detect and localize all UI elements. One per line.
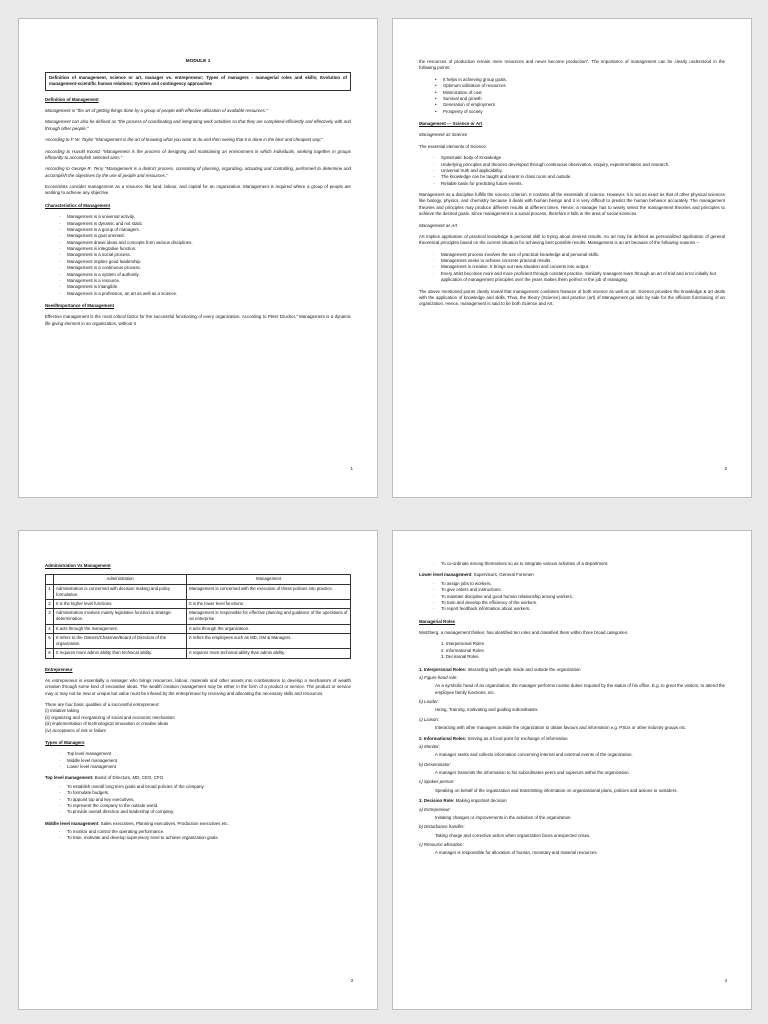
list-item: • It helps in achieving group goals.	[435, 77, 725, 83]
table-cell: It is the lower level functions.	[187, 600, 351, 609]
low-duties-list	[433, 581, 725, 613]
sub-heading: c) Spokes person:	[419, 779, 455, 785]
paragraph: According to F. W. Taylor "Management is the art of knowing what you want to do and then seeing that it is done in the best and cheapest way."	[45, 137, 323, 143]
paragraph	[419, 798, 725, 804]
list-item: - To appoint top and key executives.	[59, 797, 351, 803]
list-item: 3. Decisional Roles	[441, 654, 479, 660]
table-cell: 4	[46, 624, 54, 633]
sub-heading: a) Entrepreneur:	[419, 806, 451, 812]
list-item: - Systematic body of Knowledge	[433, 155, 725, 161]
paragraph: Economists consider management as a resource like land, labour, and capital for an organization. Management is required where a group of people are working to achieve any objective.	[45, 184, 351, 196]
paragraph: Hiring, Training, motivating and guiding subordinates.	[435, 707, 539, 713]
paragraph	[45, 775, 351, 781]
table-row	[46, 649, 351, 658]
table-cell: 6	[46, 649, 54, 658]
list-item: - Management is dynamic and not static.	[59, 221, 351, 227]
column-header: Management	[187, 575, 351, 584]
list-item: (i) initiative taking	[45, 708, 79, 714]
list-item: - Management is a profession, an art as well as a science.	[59, 291, 351, 297]
list-item: - To monitor and control the operating performance.	[59, 829, 351, 835]
list-item: - Management process involves the use of practical knowledge and personal skills.	[433, 252, 725, 258]
table-cell: Management is concerned with the execution of these policies into practice.	[187, 584, 351, 599]
section-heading: Administration Vs Management	[45, 563, 111, 568]
label-text: Serving as a focal point for exchange of information	[466, 735, 568, 741]
list-item: (ii) organizing and reorganizing of social and economic mechanism	[45, 714, 175, 720]
table-cell: It is the higher level functions.	[54, 600, 187, 609]
syllabus-box: Definition of management, science or art, manager vs. entrepreneur; Types of managers - managerial roles and skills; Evolution of management-scientific human relations; System and contingency approaches	[45, 72, 351, 91]
section-heading: Types of Managers	[45, 739, 85, 745]
list-item: • Prosperity of society	[435, 109, 725, 115]
list-item: • Minimization of cost	[435, 90, 725, 96]
sub-heading: c) Liaison:	[419, 716, 440, 722]
admin-vs-management-table	[45, 574, 351, 658]
list-item: • Survival and growth	[435, 96, 725, 102]
sub-heading: b) Disseminator:	[419, 761, 451, 767]
paragraph: Management is "the art of getting things done by a group of people with effective utilization of available resources."	[45, 108, 268, 114]
paragraph: Management as a discipline fulfills the science criterion. It contains all the essentials of science. However, it is not as exact as that of other physical sciences like biology, physics, and chemistry because it deals with human beings and it is very difficult to predict the human behavior accurately. The management theories and principles may produce different results at different times. Hence, a manager has to wisely select the management theories and principles to achieve the desired goals. Since management is a social process, therefore it falls in the area of social sciences.	[419, 192, 725, 217]
table-cell: 2	[46, 600, 54, 609]
list-item: - Management is intangible.	[59, 284, 351, 290]
list-item: - To give orders and instructions.	[433, 587, 725, 593]
list-item: - To train, motivate and develop supervisory level to achieve organization goals.	[59, 835, 351, 841]
list-item: (iv) acceptance of risk or failure	[45, 727, 107, 733]
module-title: MODULE 1	[185, 59, 211, 64]
section-heading: Management --- Science or Art	[419, 121, 483, 126]
table-row	[46, 600, 351, 609]
sub-heading: c) Resource allocation:	[419, 842, 464, 847]
table-row	[46, 624, 351, 633]
paragraph: Interacting with other managers outside the organization to obtain favours and information e.g. PSUs or other industry groups etc.	[435, 725, 687, 731]
list-item: - To report feedback information about workers.	[433, 606, 725, 612]
label-text: Board of Directors, MD, CEO, CFO	[93, 775, 164, 781]
page-2	[392, 18, 752, 498]
table-cell: 5	[46, 633, 54, 648]
paragraph: Speaking on behalf of the organization and transmitting information on organizational plans, policies and actions to outsiders.	[435, 787, 678, 793]
page-number: 2	[724, 466, 727, 472]
list-item: - Management is a continuous process.	[59, 265, 351, 271]
list-item: - Every artist becomes more and more proficient through constant practice. Similarly managers learn through an art of trial and error initially but application of management principles over the years makes them perfect in the job of managing.	[433, 271, 725, 284]
list-item: - Management is integrative function.	[59, 246, 351, 252]
paragraph	[419, 667, 725, 673]
label-text: : Sales executives, Planning executives, Production executives etc.	[98, 820, 229, 826]
table-cell: It requires more technical ability than admin ability.	[187, 649, 351, 658]
table-cell: It refers the employees such as MD, GM & Managers.	[187, 633, 351, 648]
page-number: 3	[350, 978, 353, 984]
sub-heading: b) Disturbance handler:	[419, 824, 465, 830]
list-item: - Management is a universal activity.	[59, 214, 351, 220]
list-item: - To train and develop the efficiency of the workers.	[433, 600, 725, 606]
mid-duties-cont-list	[433, 561, 725, 567]
table-cell: It requires more admin ability than technical ability.	[54, 649, 187, 658]
paragraph: Taking charge and corrective action when organization faces unexpected crises.	[435, 832, 591, 838]
list-item: - Reliable basis for predicting future events.	[433, 181, 725, 187]
roles-list	[441, 641, 725, 660]
list-item: - Management is a resource.	[59, 278, 351, 284]
paragraph: An entrepreneur is essentially a manager who brings resources, labour, materials and other assets into combinations to develop a mechanism of wealth creation through some kind of innovative ideas. The wealth creation management may be either in the form of a product or service. The product or service may or may not be new or unique but value must be infused by the entrepreneur by receiving and allocating the necessary skills and resources.	[45, 677, 351, 696]
list-item: • Optimum utilization of resources	[435, 83, 725, 89]
list-item: - To maintain discipline and good human relationship among workers.	[433, 594, 725, 600]
art-reasons-list	[433, 252, 725, 284]
importance-list	[435, 77, 725, 115]
paragraph: A manager transmits the information to his subordinates peers and superiors within the organization.	[435, 770, 630, 775]
list-item: - Top level management	[59, 751, 351, 757]
list-item: - Management is a system of authority.	[59, 272, 351, 278]
paragraph: There are four basic qualities of a successful entrepreneur:	[45, 702, 160, 708]
list-item: - Management draws ideas and concepts from various disciplines.	[59, 240, 351, 246]
manager-types-list	[59, 751, 351, 770]
page-number: 4	[724, 978, 727, 984]
list-item: - Management implies good leadership.	[59, 259, 351, 265]
paragraph: Art implies application of practical knowledge & personal skill to trying about desired results. An art may be defined as personalized application of general theoretical principles based on the current situation for achieving best possible results. Management is an art because of the following reasons –	[419, 233, 725, 246]
list-item: - Middle level management	[59, 758, 351, 764]
page-3	[18, 530, 378, 1010]
list-item: - To formulate budgets.	[59, 790, 351, 796]
list-item: - Management is a social process.	[59, 252, 351, 258]
label-text: : Supervisors, General Foremen	[471, 572, 534, 578]
paragraph	[419, 736, 725, 742]
list-item: - Lower level management	[59, 764, 351, 770]
list-item: - The knowledge can be taught and learnt in class room and outside.	[433, 174, 725, 180]
list-item: - To co-ordinate among themselves so as to integrate various activities of a department.	[433, 561, 725, 567]
page-number: 1	[350, 466, 353, 472]
section-heading: Managerial Roles	[419, 618, 456, 624]
paragraph: According to Harold Koontz "Management is the process of designing and maintaining an environment in which individuals, working together in groups efficiently to accomplish selected aims."	[45, 148, 351, 160]
section-heading: Characteristics of Management	[45, 202, 111, 208]
column-header: Administration	[54, 575, 187, 584]
table-cell: It acts through the management.	[54, 624, 187, 633]
paragraph: According to George R. Terry "Management is a distinct process, consisting of planning, organizing, actuating and controlling, performed to determine and accomplish the objectives by the use of people and resources."	[45, 166, 351, 178]
label-text: Interacting with people inside and outside the organization	[466, 666, 581, 672]
paragraph: Effective management is the most critical factor for the successful functioning of every organization. According to Peter Drucker," Management is a dynamic life giving element in an organization, without it	[45, 314, 351, 326]
list-item: - To provide overall direction and leadership of company.	[59, 809, 351, 815]
section-heading: Entrepreneur	[45, 666, 73, 672]
list-item: - To represent the company to the outside world.	[59, 803, 351, 809]
paragraph: Mintzberg, a management thinker, has identified ten roles and classified them within three broad categories.	[419, 630, 629, 635]
top-duties-list	[59, 784, 351, 816]
paragraph	[419, 572, 725, 578]
paragraph: A manager seeks and collects information concerning internal and external events of the organization.	[435, 752, 633, 758]
paragraph	[45, 821, 351, 827]
label: Top level management:	[45, 775, 94, 781]
sub-heading: b) Leader:	[419, 699, 440, 704]
sub-heading: Management as Science	[419, 132, 468, 138]
table-cell: 1	[46, 584, 54, 599]
list-item: - Management seeks to achieve concrete practical results	[433, 258, 725, 264]
list-item: - Universal truth and applicability.	[433, 168, 725, 174]
table-header-row	[46, 575, 351, 584]
table-row	[46, 609, 351, 624]
mid-duties-list	[59, 829, 351, 842]
paragraph: Initiating changes or improvements in the activities of the organization.	[435, 814, 572, 820]
list-item: - Underlying principles and theories developed through continuous observation, enquiry, experimentation and research.	[433, 162, 725, 168]
table-cell: Management is responsible for effective planning and guidance of the operations of an enterprise	[187, 609, 351, 624]
page-4	[392, 530, 752, 1010]
list-item: (iii) implementation of technological innovation or creative ideas	[45, 721, 169, 727]
sub-heading: Management as Art	[419, 222, 458, 228]
table-cell: Administration involves mainly legislative function & strategic determination.	[54, 609, 187, 624]
paragraph: As a symbolic head of an organization, the manager performs routine duties required by the status of his office. E.g. to greet the visitors, to attend the employee family functions, etc.	[435, 683, 725, 695]
characteristics-list	[59, 214, 351, 297]
list-item: 1. Interpersonal Roles	[441, 641, 484, 647]
paragraph: the resources of production remain mere resources and never become production". The importance of management can be clearly understood in the following points:	[419, 59, 725, 71]
list-item: • Generation of employment	[435, 102, 725, 108]
label: 2. Informational Roles:	[419, 735, 467, 741]
table-cell: 3	[46, 609, 54, 624]
section-heading: Need/Importance of Management	[45, 303, 115, 309]
page-1	[18, 18, 378, 498]
list-item: - Management is goal oriented.	[59, 233, 351, 239]
label: Lower level management	[419, 572, 472, 578]
sub-heading: a) Figure head role:	[419, 674, 458, 680]
paragraph: The essential elements of Science:	[419, 143, 488, 149]
list-item: - To establish overall long term goals and broad policies of the company.	[59, 784, 351, 790]
list-item: 2. Informational Roles	[441, 647, 484, 653]
paragraph: Management can also be defined as "the process of coordinating and integrating work activities so that they are completed efficiently and effectively with and through other people."	[45, 119, 351, 131]
label: 3. Decision Role:	[419, 798, 455, 804]
label-text: Making important decision	[454, 798, 507, 804]
science-elements-list	[433, 155, 725, 187]
sub-heading: a) Monitor:	[419, 743, 440, 749]
table-row	[46, 633, 351, 648]
table-cell: Administration is concerned with decision making and policy formulation.	[54, 584, 187, 599]
list-item: - Management is a group of managers.	[59, 227, 351, 233]
label: Middle level management	[45, 820, 99, 826]
paragraph: The above mentioned points clearly reveal that management combines features of both science as well as art. Science provides the knowledge & art deals with the application of knowledge and skills. Thus, the theory (Science) and practice (art) of Management go side by side for the efficient functioning of an organization. Hence, management is said to be both Science and Art.	[419, 288, 725, 307]
table-cell: It refers to the Owners/Chairman/Board of Directors of the organization.	[54, 633, 187, 648]
paragraph: A manager is responsible for allocation of human, monetary and material resources.	[435, 850, 598, 856]
list-item: - To assign jobs to workers.	[433, 581, 725, 587]
list-item: - Management is creative. It brings out new situation and converts into output.	[433, 264, 725, 270]
section-heading: Definition of Management	[45, 96, 99, 102]
label: 1. Interpersonal Roles:	[419, 666, 467, 672]
table-cell: It acts through the organization.	[187, 624, 351, 633]
table-row	[46, 584, 351, 599]
